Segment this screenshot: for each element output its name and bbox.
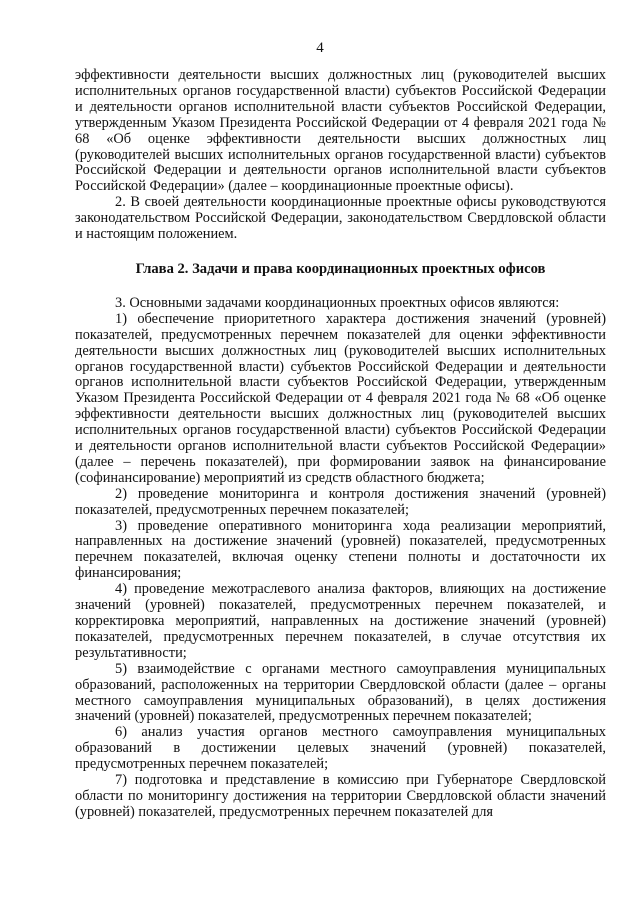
list-item-1: 1) обеспечение приоритетного характера достижения значений (уровней) показателей, предусмотренных перечнем показателей для оценки эффективности деятельности высших должностных лиц (руководителей высших исполнительных органов государственной власти) субъектов Российской Федерации и деятельности органов исполнительной власти субъектов Российской Федерации, утвержденным Указом Президента Российской Федерации от 4 февраля 2021 года № 68 «Об оценке эффективности деятельности высших должностных лиц (руководителей высших исполнительных органов государственной власти) субъектов Российской Федерации и деятельности органов исполнительной власти субъектов Российской Федерации» (далее – перечень показателей), при формировании заявок на финансирование (софинансирование) мероприятий из средств областного бюджета;: [75, 310, 606, 486]
list-item-5: 5) взаимодействие с органами местного самоуправления муниципальных образований, расположенных на территории Свердловской области (далее – органы местного самоуправления муниципальных образований), в целях достижения значений (уровней) показателей, предусмотренных перечнем показателей;: [75, 660, 606, 725]
list-item-6: 6) анализ участия органов местного самоуправления муниципальных образований в достижении целевых значений (уровней) показателей, предусмотренных перечнем показателей;: [75, 724, 606, 773]
chapter-heading: Глава 2. Задачи и права координационных проектных офисов: [135, 260, 546, 277]
list-item-3: 3) проведение оперативного мониторинга хода реализации мероприятий, направленных на достижение значений (уровней) показателей, предусмотренных перечнем показателей, включая оценку степени полноты и достаточности их финансирования;: [75, 517, 606, 582]
document-body: [75, 68, 606, 821]
list-item-7: 7) подготовка и представление в комиссию при Губернаторе Свердловской области по мониторингу достижения на территории Свердловской области значений (уровней) показателей, предусмотренных перечнем показателей для: [75, 772, 606, 820]
paragraph-3: 3. Основными задачами координационных проектных офисов являются:: [115, 294, 560, 311]
page-number: 4: [316, 40, 324, 56]
intro-paragraph: эффективности деятельности высших должностных лиц (руководителей высших исполнительных органов государственной власти) субъектов Российской Федерации и деятельности органов исполнительной власти субъектов Российской Федерации, утвержденным Указом Президента Российской Федерации от 4 февраля 2021 года № 68 «Об оценке эффективности деятельности высших должностных лиц (руководителей высших исполнительных органов государственной власти) субъектов Российской Федерации и деятельности органов исполнительной власти субъектов Российской Федерации» (далее – координационные проектные офисы).: [75, 67, 606, 195]
paragraph-2: 2. В своей деятельности координационные проектные офисы руководствуются законодательством Российской Федерации, законодательством Свердловской области и настоящим положением.: [75, 194, 606, 243]
list-item-2: 2) проведение мониторинга и контроля достижения значений (уровней) показателей, предусмотренных перечнем показателей;: [75, 485, 606, 518]
list-item-4: 4) проведение межотраслевого анализа факторов, влияющих на достижение значений (уровней) показателей, предусмотренных перечнем показателей, и корректировка мероприятий, направленных на достижение значений (уровней) показателей, предусмотренных перечнем показателей, в случае отсутствия их результативности;: [75, 581, 606, 661]
